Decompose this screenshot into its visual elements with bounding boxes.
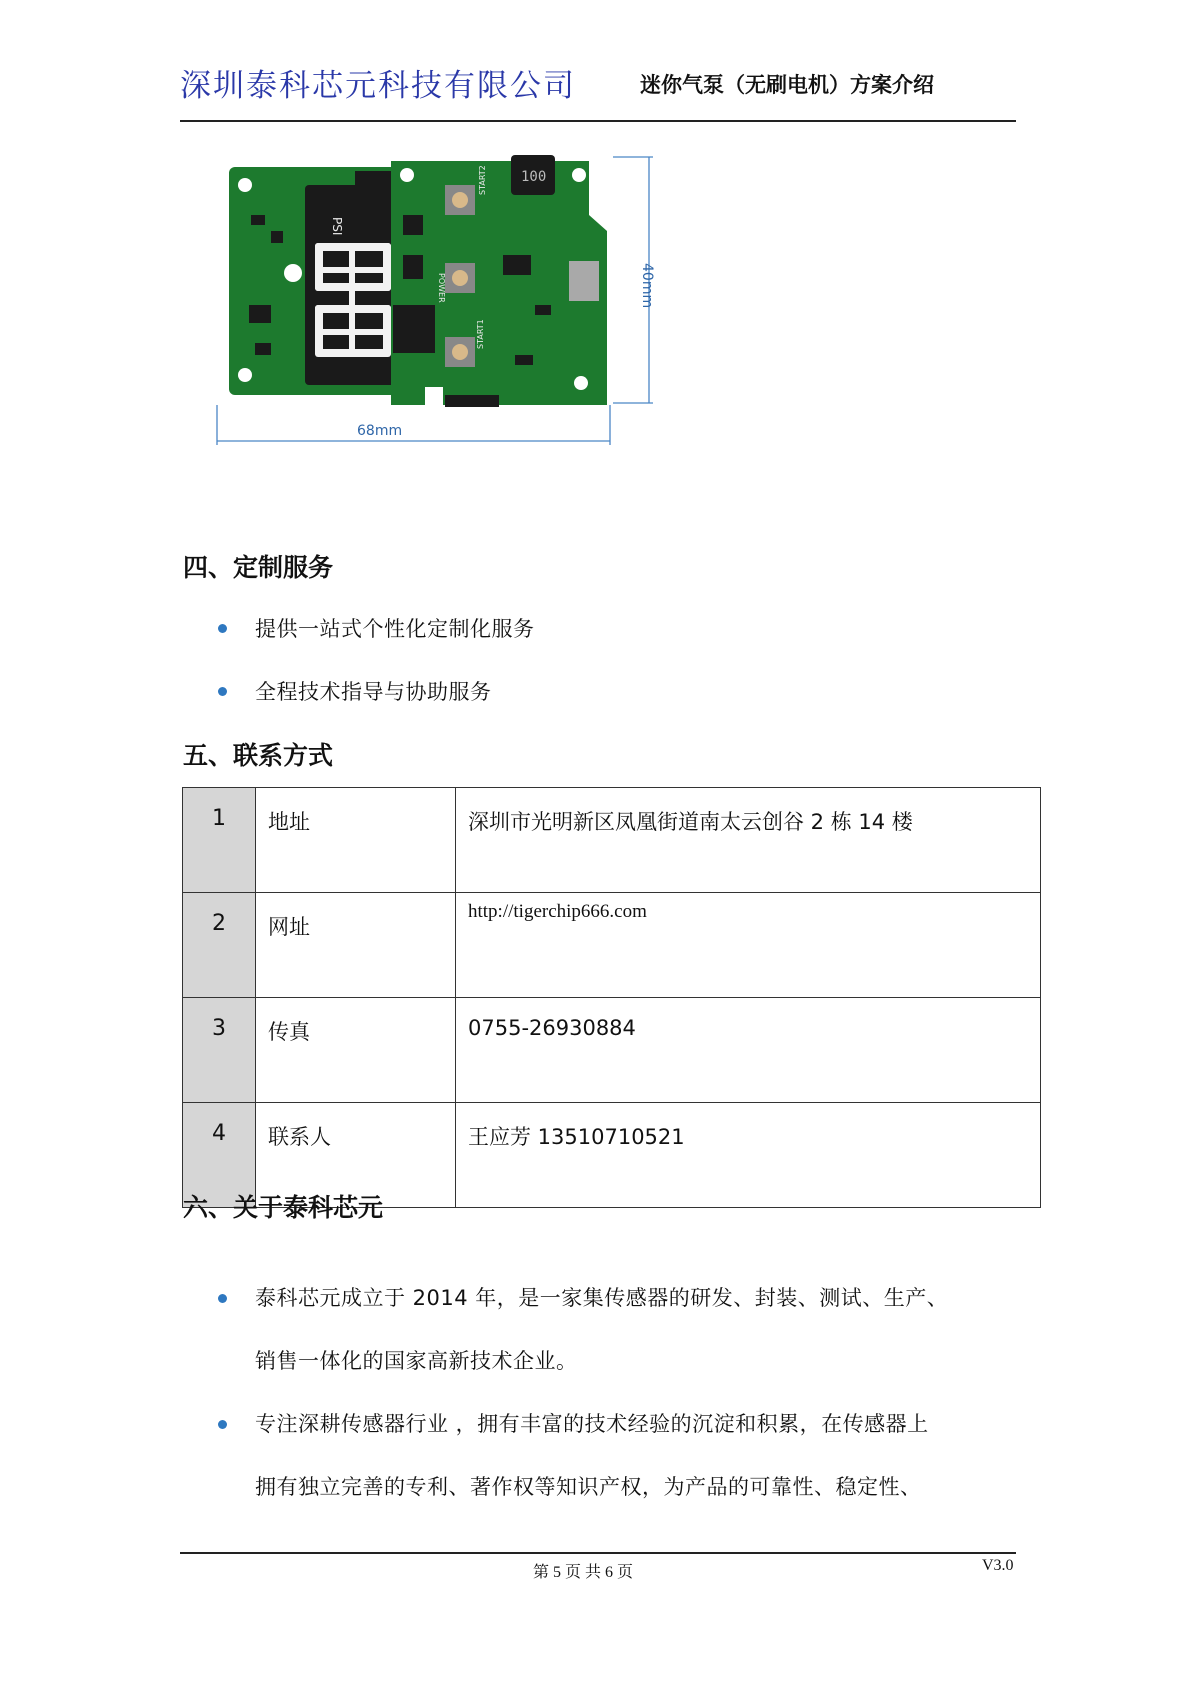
bottom-connector: [445, 395, 499, 407]
contact-table: [182, 787, 1041, 1208]
service-item: 全程技术指导与协助服务: [255, 680, 492, 704]
table-row: [183, 893, 1041, 998]
fax-value: 0755-26930884: [456, 998, 1041, 1103]
address-value: 深圳市光明新区凤凰街道南太云创谷 2 栋 14 楼: [456, 788, 1041, 893]
bullet-dot: [218, 1420, 227, 1429]
about-paragraph-line: 专注深耕传感器行业 ，拥有丰富的技术经验的沉淀和积累，在传感器上: [255, 1412, 929, 1436]
row-number: 4: [183, 1103, 256, 1208]
pcb-label-power: POWER: [437, 273, 446, 303]
bullet-dot: [218, 687, 227, 696]
pcb-label-start1: START1: [476, 319, 485, 349]
pcb-board-photo: [215, 155, 715, 485]
service-item: 提供一站式个性化定制化服务: [255, 617, 535, 641]
table-row: [183, 788, 1041, 893]
about-paragraph-line: 销售一体化的国家高新技术企业。: [255, 1349, 578, 1373]
usb-connector: [569, 261, 599, 301]
row-number: 2: [183, 893, 256, 998]
height-label: 40mm: [639, 263, 655, 309]
width-label: 68mm: [357, 423, 403, 439]
tact-switches: [445, 185, 475, 367]
version-label: V3.0: [982, 1557, 1014, 1574]
contact-person-value: 王应芳 13510710521: [456, 1103, 1041, 1208]
section-6-heading: 六、关于泰科芯元: [183, 1193, 384, 1222]
row-number: 1: [183, 788, 256, 893]
pcb-label-psi: PSI: [330, 217, 344, 236]
company-name: 深圳泰科芯元科技有限公司: [180, 68, 576, 104]
driver-ic: [393, 305, 435, 353]
about-paragraph-line: 泰科芯元成立于 2014 年，是一家集传感器的研发、封装、测试、生产、: [255, 1286, 949, 1310]
about-paragraph-line: 拥有独立完善的专利、著作权等知识产权，为产品的可靠性、稳定性、: [255, 1475, 922, 1499]
section-4-heading: 四、定制服务: [183, 553, 334, 582]
row-label: 联系人: [256, 1103, 456, 1208]
row-label: 传真: [256, 998, 456, 1103]
footer-divider: [180, 1552, 1016, 1554]
document-title: 迷你气泵（无刷电机）方案介绍: [640, 73, 934, 97]
pcb-label-start2: START2: [478, 165, 487, 195]
page-number: 第 5 页 共 6 页: [533, 1564, 634, 1581]
bullet-dot: [218, 1294, 227, 1303]
row-number: 3: [183, 998, 256, 1103]
bullet-dot: [218, 624, 227, 633]
row-label: 网址: [256, 893, 456, 998]
svg-text:100: 100: [521, 169, 547, 185]
height-dimension: [613, 157, 655, 403]
header-divider: [180, 120, 1016, 122]
section-5-heading: 五、联系方式: [183, 741, 334, 770]
width-dimension: [217, 405, 610, 445]
website-link[interactable]: http://tigerchip666.com: [456, 893, 1041, 998]
table-row: [183, 998, 1041, 1103]
row-label: 地址: [256, 788, 456, 893]
